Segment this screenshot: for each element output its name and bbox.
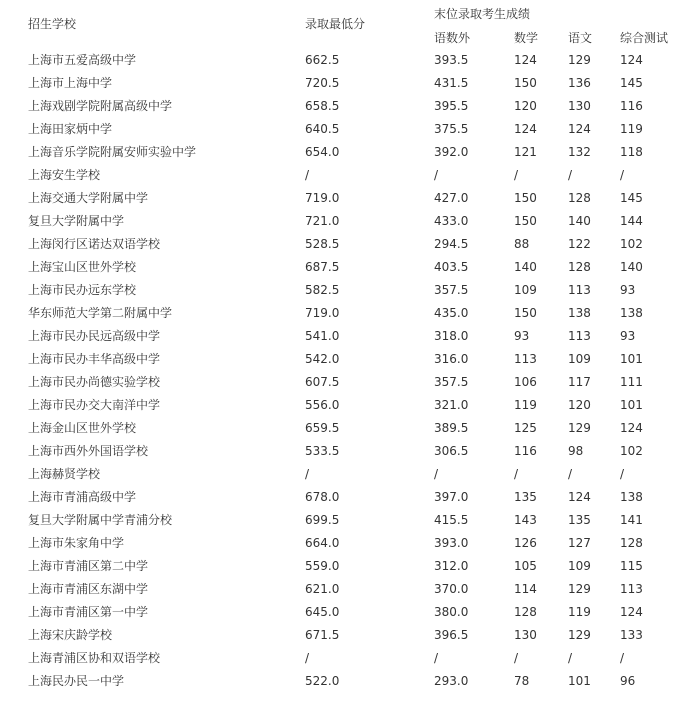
table-row	[0, 647, 674, 670]
yuwai-cell: 415.5	[434, 513, 469, 527]
comprehensive-cell: 102	[620, 237, 643, 251]
yuwai-cell: 395.5	[434, 99, 469, 113]
table-row	[0, 509, 674, 532]
min-score-cell: 659.5	[305, 421, 340, 435]
chinese-cell: 120	[568, 398, 591, 412]
school-cell: 复旦大学附属中学	[28, 214, 125, 228]
math-cell: 150	[514, 191, 537, 205]
math-cell: 88	[514, 237, 530, 251]
chinese-cell: 140	[568, 214, 591, 228]
min-score-cell: 533.5	[305, 444, 340, 458]
school-cell: 上海市民办民远高级中学	[28, 329, 161, 343]
comprehensive-cell: 138	[620, 490, 643, 504]
school-cell: 上海安生学校	[28, 168, 101, 182]
yuwai-cell: 427.0	[434, 191, 469, 205]
header-group-last-admitted: 末位录取考生成绩	[434, 7, 531, 21]
school-cell: 上海宝山区世外学校	[28, 260, 137, 274]
math-cell: 150	[514, 214, 537, 228]
comprehensive-cell: /	[620, 651, 625, 665]
comprehensive-cell: 101	[620, 352, 643, 366]
yuwai-cell: 370.0	[434, 582, 469, 596]
math-cell: 126	[514, 536, 537, 550]
min-score-cell: 664.0	[305, 536, 340, 550]
school-cell: 上海市民办丰华高级中学	[28, 352, 161, 366]
min-score-cell: 678.0	[305, 490, 340, 504]
table-row	[0, 256, 674, 279]
math-cell: 124	[514, 53, 537, 67]
school-cell: 上海戏剧学院附属高级中学	[28, 99, 173, 113]
comprehensive-cell: 102	[620, 444, 643, 458]
chinese-cell: 124	[568, 122, 591, 136]
math-cell: 120	[514, 99, 537, 113]
min-score-cell: 720.5	[305, 76, 340, 90]
table-row	[0, 555, 674, 578]
table-row	[0, 348, 674, 371]
table-row	[0, 486, 674, 509]
table-row	[0, 325, 674, 348]
min-score-cell: 658.5	[305, 99, 340, 113]
comprehensive-cell: 115	[620, 559, 643, 573]
chinese-cell: 128	[568, 191, 591, 205]
math-cell: 140	[514, 260, 537, 274]
table-row	[0, 95, 674, 118]
yuwai-cell: /	[434, 168, 439, 182]
comprehensive-cell: 113	[620, 582, 643, 596]
chinese-cell: 127	[568, 536, 591, 550]
min-score-cell: 721.0	[305, 214, 340, 228]
min-score-cell: 687.5	[305, 260, 340, 274]
chinese-cell: 136	[568, 76, 591, 90]
math-cell: 130	[514, 628, 537, 642]
math-cell: 78	[514, 674, 530, 688]
school-cell: 上海田家炳中学	[28, 122, 113, 136]
yuwai-cell: 318.0	[434, 329, 469, 343]
chinese-cell: 135	[568, 513, 591, 527]
yuwai-cell: 380.0	[434, 605, 469, 619]
yuwai-cell: 375.5	[434, 122, 469, 136]
school-cell: 上海金山区世外学校	[28, 421, 137, 435]
table-row	[0, 440, 674, 463]
comprehensive-cell: 96	[620, 674, 636, 688]
school-cell: 上海闵行区诺达双语学校	[28, 237, 161, 251]
school-cell: 上海市朱家角中学	[28, 536, 125, 550]
yuwai-cell: 357.5	[434, 375, 469, 389]
header-comprehensive: 综合测试	[620, 31, 669, 45]
math-cell: 106	[514, 375, 537, 389]
chinese-cell: 119	[568, 605, 591, 619]
chinese-cell: 113	[568, 329, 591, 343]
math-cell: 143	[514, 513, 537, 527]
min-score-cell: 719.0	[305, 306, 340, 320]
comprehensive-cell: 101	[620, 398, 643, 412]
min-score-cell: /	[305, 467, 310, 481]
yuwai-cell: 393.0	[434, 536, 469, 550]
math-cell: 125	[514, 421, 537, 435]
yuwai-cell: 393.5	[434, 53, 469, 67]
chinese-cell: 109	[568, 352, 591, 366]
school-cell: 上海音乐学院附属安师实验中学	[28, 145, 197, 159]
school-cell: 上海市西外外国语学校	[28, 444, 149, 458]
school-cell: 上海市青浦区第一中学	[28, 605, 149, 619]
min-score-cell: 541.0	[305, 329, 340, 343]
yuwai-cell: 321.0	[434, 398, 469, 412]
min-score-cell: /	[305, 168, 310, 182]
chinese-cell: 132	[568, 145, 591, 159]
chinese-cell: 109	[568, 559, 591, 573]
chinese-cell: 113	[568, 283, 591, 297]
yuwai-cell: 403.5	[434, 260, 469, 274]
table-row	[0, 141, 674, 164]
header-school: 招生学校	[28, 17, 77, 31]
header-yuwai: 语数外	[434, 31, 471, 45]
chinese-cell: 129	[568, 421, 591, 435]
yuwai-cell: 392.0	[434, 145, 469, 159]
table-row	[0, 463, 674, 486]
chinese-cell: 129	[568, 582, 591, 596]
comprehensive-cell: /	[620, 168, 625, 182]
math-cell: 135	[514, 490, 537, 504]
comprehensive-cell: 124	[620, 421, 643, 435]
math-cell: /	[514, 651, 519, 665]
comprehensive-cell: 145	[620, 191, 643, 205]
min-score-cell: 640.5	[305, 122, 340, 136]
table-row	[0, 601, 674, 624]
school-cell: 上海民办民一中学	[28, 674, 125, 688]
min-score-cell: 522.0	[305, 674, 340, 688]
table-row	[0, 371, 674, 394]
math-cell: 105	[514, 559, 537, 573]
math-cell: 124	[514, 122, 537, 136]
yuwai-cell: 357.5	[434, 283, 469, 297]
math-cell: 150	[514, 306, 537, 320]
comprehensive-cell: 140	[620, 260, 643, 274]
chinese-cell: 129	[568, 628, 591, 642]
math-cell: /	[514, 467, 519, 481]
table-row	[0, 118, 674, 141]
yuwai-cell: 294.5	[434, 237, 469, 251]
table-row	[0, 279, 674, 302]
min-score-cell: 582.5	[305, 283, 340, 297]
table-row	[0, 187, 674, 210]
school-cell: 华东师范大学第二附属中学	[28, 306, 173, 320]
min-score-cell: 556.0	[305, 398, 340, 412]
yuwai-cell: 389.5	[434, 421, 469, 435]
school-cell: 上海市民办尚德实验学校	[28, 375, 161, 389]
comprehensive-cell: 138	[620, 306, 643, 320]
yuwai-cell: 397.0	[434, 490, 469, 504]
comprehensive-cell: 118	[620, 145, 643, 159]
math-cell: 113	[514, 352, 537, 366]
chinese-cell: 128	[568, 260, 591, 274]
min-score-cell: 645.0	[305, 605, 340, 619]
yuwai-cell: 306.5	[434, 444, 469, 458]
chinese-cell: 122	[568, 237, 591, 251]
min-score-cell: 671.5	[305, 628, 340, 642]
chinese-cell: /	[568, 467, 573, 481]
yuwai-cell: /	[434, 651, 439, 665]
chinese-cell: 130	[568, 99, 591, 113]
min-score-cell: 662.5	[305, 53, 340, 67]
table-row	[0, 233, 674, 256]
table-row	[0, 670, 674, 693]
table-row	[0, 532, 674, 555]
yuwai-cell: 316.0	[434, 352, 469, 366]
yuwai-cell: 312.0	[434, 559, 469, 573]
table-row	[0, 72, 674, 95]
comprehensive-cell: 111	[620, 375, 643, 389]
table-row	[0, 624, 674, 647]
math-cell: 119	[514, 398, 537, 412]
chinese-cell: 117	[568, 375, 591, 389]
math-cell: 114	[514, 582, 537, 596]
comprehensive-cell: 116	[620, 99, 643, 113]
school-cell: 上海青浦区协和双语学校	[28, 651, 161, 665]
comprehensive-cell: 119	[620, 122, 643, 136]
table-row	[0, 49, 674, 72]
comprehensive-cell: 145	[620, 76, 643, 90]
chinese-cell: /	[568, 168, 573, 182]
yuwai-cell: 293.0	[434, 674, 469, 688]
math-cell: /	[514, 168, 519, 182]
math-cell: 109	[514, 283, 537, 297]
header-math: 数学	[514, 31, 539, 45]
math-cell: 116	[514, 444, 537, 458]
school-cell: 上海市青浦区东湖中学	[28, 582, 149, 596]
min-score-cell: /	[305, 651, 310, 665]
school-cell: 上海市五爱高级中学	[28, 53, 137, 67]
chinese-cell: 124	[568, 490, 591, 504]
min-score-cell: 699.5	[305, 513, 340, 527]
chinese-cell: 101	[568, 674, 591, 688]
table-row	[0, 164, 674, 187]
min-score-cell: 607.5	[305, 375, 340, 389]
yuwai-cell: 433.0	[434, 214, 469, 228]
comprehensive-cell: 93	[620, 329, 636, 343]
min-score-cell: 719.0	[305, 191, 340, 205]
comprehensive-cell: 124	[620, 53, 643, 67]
math-cell: 93	[514, 329, 530, 343]
yuwai-cell: 396.5	[434, 628, 469, 642]
comprehensive-cell: 128	[620, 536, 643, 550]
school-cell: 上海市民办交大南洋中学	[28, 398, 161, 412]
math-cell: 150	[514, 76, 537, 90]
math-cell: 128	[514, 605, 537, 619]
chinese-cell: /	[568, 651, 573, 665]
comprehensive-cell: 144	[620, 214, 643, 228]
chinese-cell: 138	[568, 306, 591, 320]
table-row	[0, 417, 674, 440]
min-score-cell: 542.0	[305, 352, 340, 366]
yuwai-cell: 435.0	[434, 306, 469, 320]
min-score-cell: 654.0	[305, 145, 340, 159]
min-score-cell: 621.0	[305, 582, 340, 596]
yuwai-cell: /	[434, 467, 439, 481]
comprehensive-cell: /	[620, 467, 625, 481]
school-cell: 上海市上海中学	[28, 76, 113, 90]
min-score-cell: 528.5	[305, 237, 340, 251]
comprehensive-cell: 93	[620, 283, 636, 297]
math-cell: 121	[514, 145, 537, 159]
chinese-cell: 98	[568, 444, 584, 458]
min-score-cell: 559.0	[305, 559, 340, 573]
chinese-cell: 129	[568, 53, 591, 67]
comprehensive-cell: 124	[620, 605, 643, 619]
comprehensive-cell: 133	[620, 628, 643, 642]
school-cell: 上海宋庆龄学校	[28, 628, 113, 642]
school-cell: 上海交通大学附属中学	[28, 191, 149, 205]
table-row	[0, 578, 674, 601]
school-cell: 上海赫贤学校	[28, 467, 101, 481]
school-cell: 复旦大学附属中学青浦分校	[28, 513, 173, 527]
yuwai-cell: 431.5	[434, 76, 469, 90]
comprehensive-cell: 141	[620, 513, 643, 527]
school-cell: 上海市青浦区第二中学	[28, 559, 149, 573]
header-chinese: 语文	[568, 31, 593, 45]
school-cell: 上海市青浦高级中学	[28, 490, 137, 504]
school-cell: 上海市民办远东学校	[28, 283, 137, 297]
header-min-score: 录取最低分	[305, 17, 366, 31]
table-row	[0, 394, 674, 417]
table-row	[0, 302, 674, 325]
table-row	[0, 210, 674, 233]
